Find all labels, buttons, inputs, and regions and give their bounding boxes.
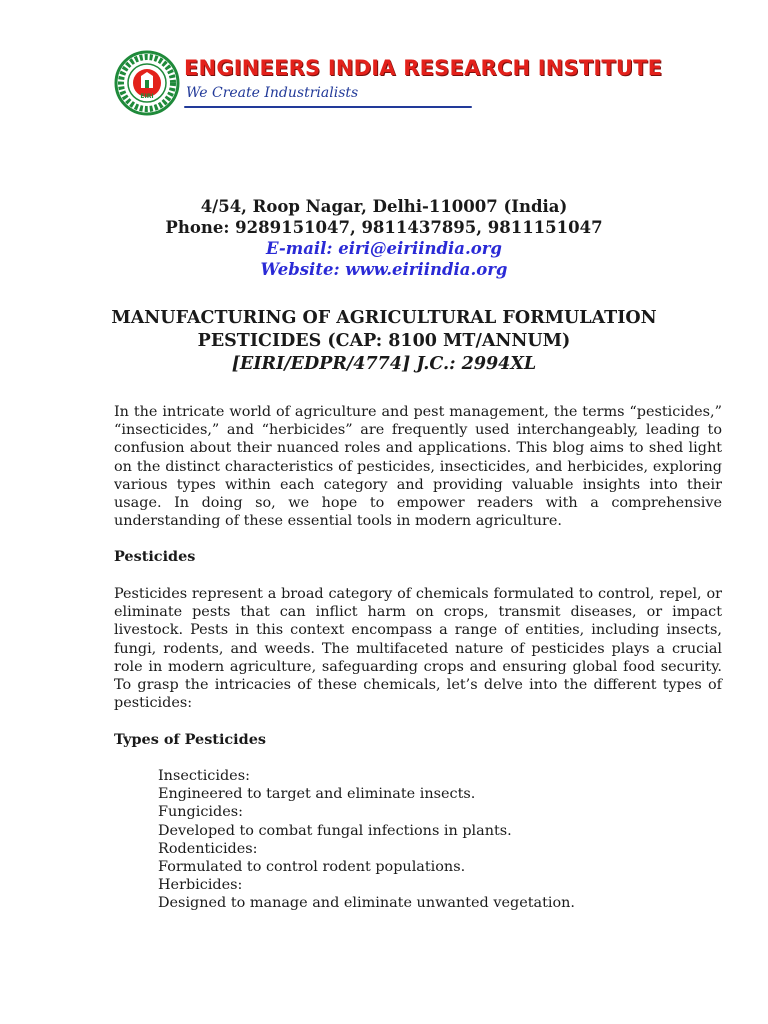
contact-block [0, 196, 768, 280]
heading-types-of-pesticides: Types of Pesticides [114, 731, 266, 748]
svg-text:EIRI: EIRI [140, 93, 154, 100]
eiri-seal-icon [114, 50, 180, 116]
list-item: Designed to manage and eliminate unwanted vegetation. [158, 895, 575, 912]
heading-pesticides: Pesticides [114, 548, 196, 565]
list-item: Engineered to target and eliminate insects. [158, 786, 476, 803]
address: 4/54, Roop Nagar, Delhi-110007 (India) [200, 197, 568, 216]
list-item: Fungicides: [158, 804, 243, 821]
title-line-1: MANUFACTURING OF AGRICULTURAL FORMULATION [111, 308, 657, 328]
phone: Phone: 9289151047, 9811437895, 9811151047 [165, 218, 603, 237]
email-link[interactable]: E-mail: eiri@eiriindia.org [266, 239, 502, 258]
project-code: [EIRI/EDPR/4774] J.C.: 2994XL [231, 354, 537, 374]
document-title [0, 307, 768, 376]
title-line-2: PESTICIDES (CAP: 8100 MT/ANNUM) [197, 331, 571, 351]
tagline-underline [184, 106, 472, 108]
org-name: ENGINEERS INDIA RESEARCH INSTITUTE [184, 56, 663, 80]
org-tagline: We Create Industrialists [186, 85, 359, 101]
list-item: Herbicides: [158, 877, 243, 894]
website-link[interactable]: Website: www.eiriindia.org [260, 260, 508, 279]
list-item: Formulated to control rodent populations. [158, 859, 466, 876]
intro-paragraph: In the intricate world of agriculture and pest management, the terms “pesticides,” “insecticides,” and “herbicides” are frequently used interchangeably, leading to confusion about their nuanced roles and applications. This blog aims to shed light on the distinct characteristics of pesticides, insecticides, and herbicides, exploring various types within each category and providing valuable insights into their usage. In doing so, we hope to empower readers with a comprehensive understanding of these essential tools in modern agriculture. [114, 404, 722, 530]
pesticides-paragraph: Pesticides represent a broad category of chemicals formulated to control, repel, or eliminate pests that can inflict harm on crops, transmit diseases, or impact livestock. Pests in this context encompass a range of entities, including insects, fungi, rodents, and weeds. The multifaceted nature of pesticides plays a crucial role in modern agriculture, safeguarding crops and ensuring global food security. To grasp the intricacies of these chemicals, let’s delve into the different types of pesticides: [114, 586, 722, 712]
list-item: Insecticides: [158, 768, 250, 784]
list-item: Developed to combat fungal infections in plants. [158, 822, 512, 839]
pesticide-types-list [158, 767, 575, 913]
list-item: Rodenticides: [158, 840, 258, 857]
eiri-logo [114, 48, 663, 120]
